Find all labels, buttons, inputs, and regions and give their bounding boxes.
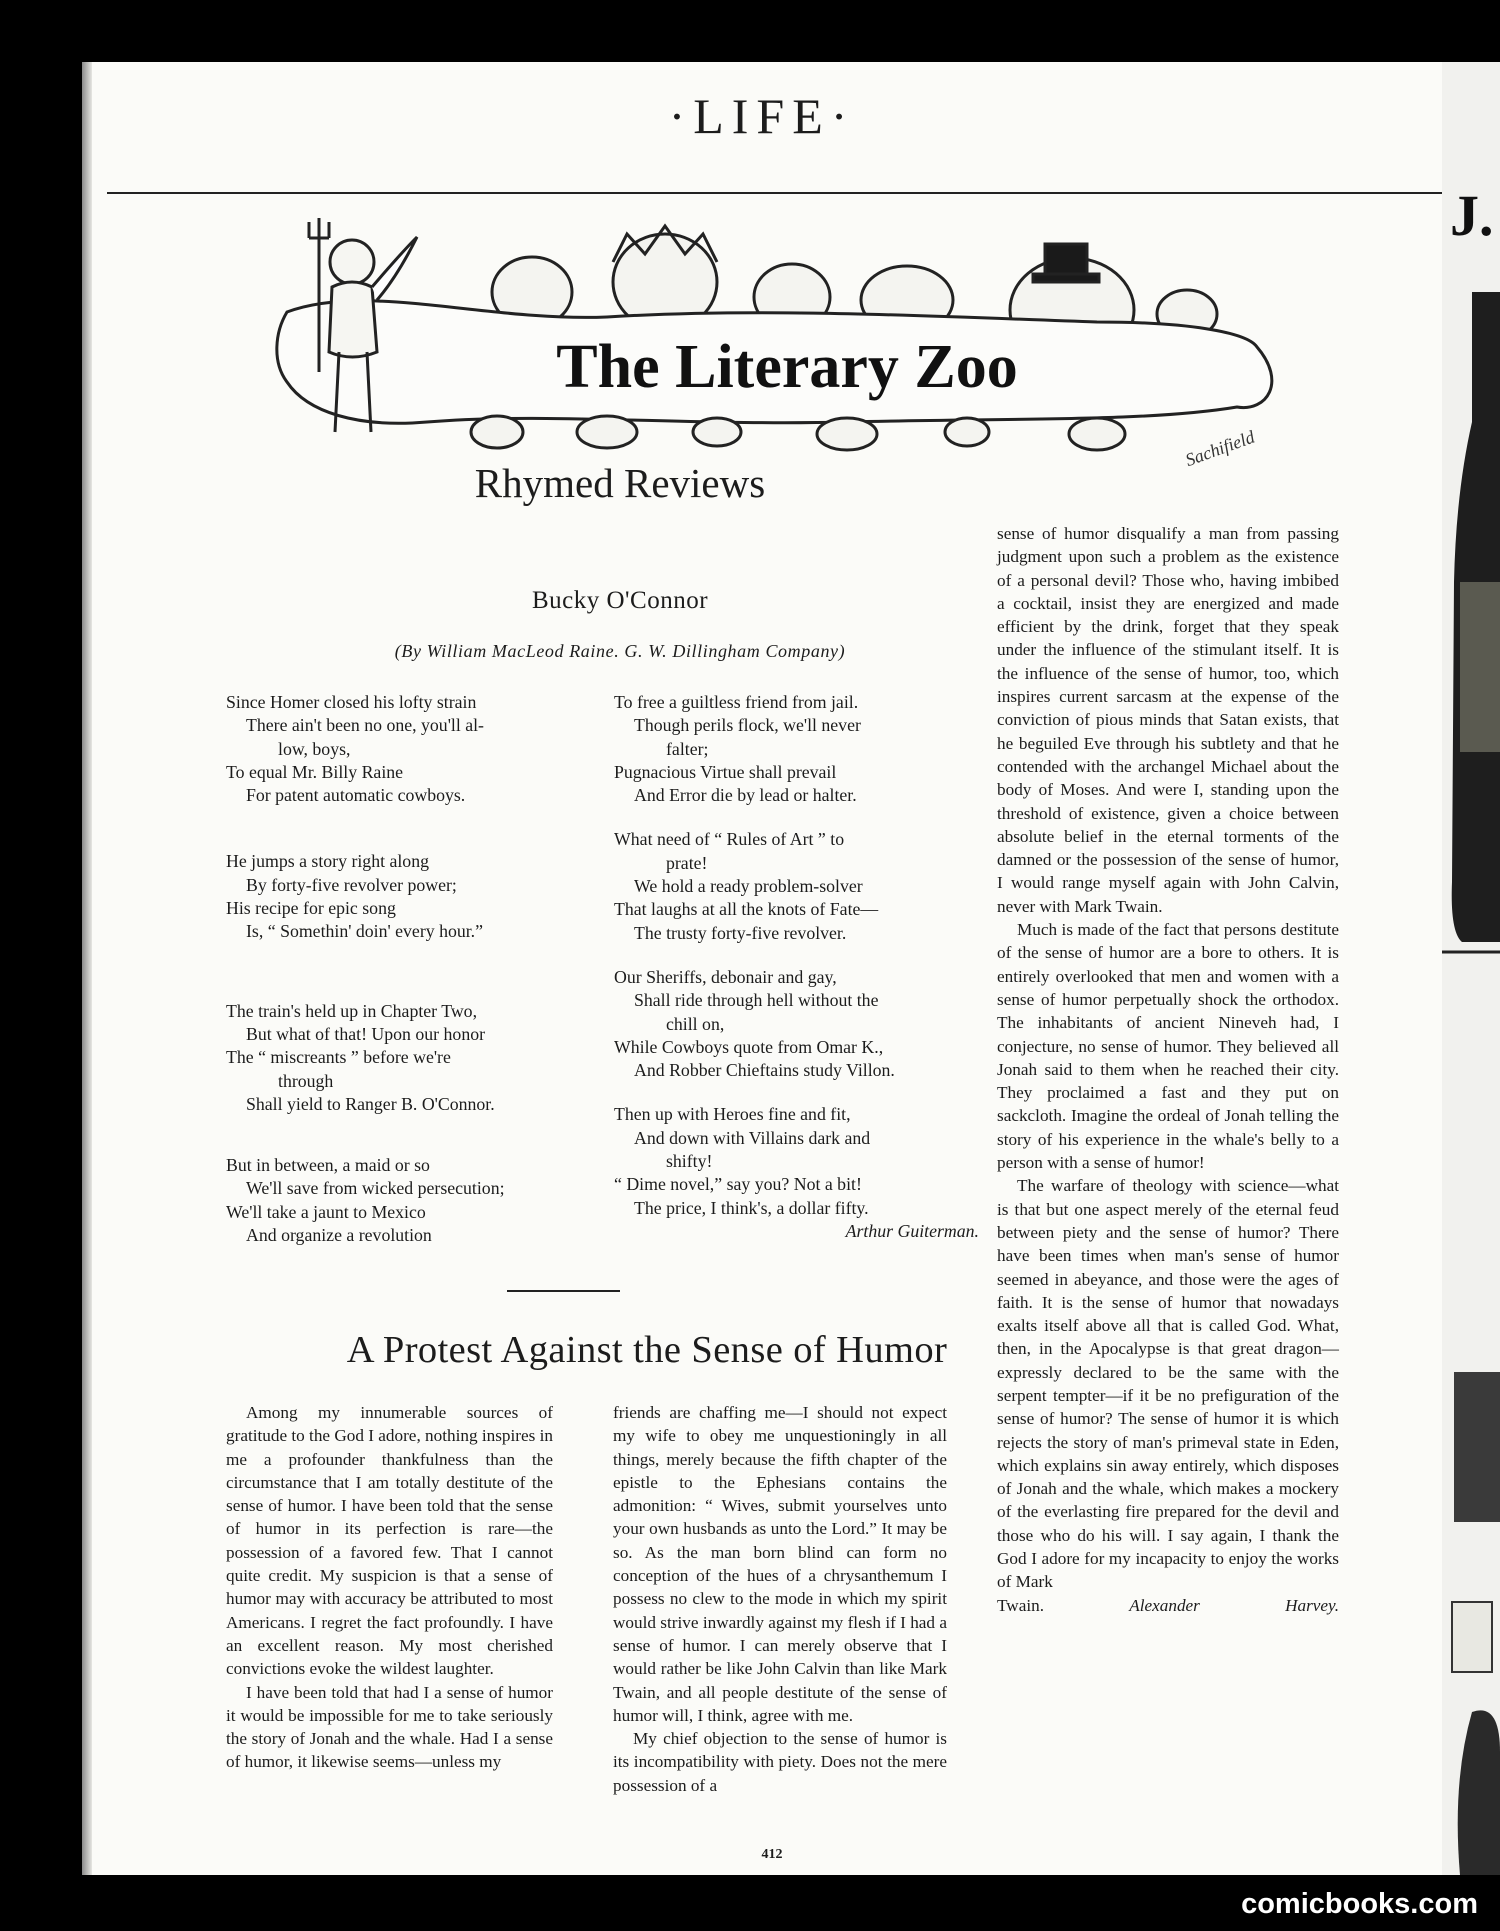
poem-line: The “ miscreants ” before we're xyxy=(226,1047,451,1068)
rhymed-reviews-title: Rhymed Reviews xyxy=(474,460,766,506)
article-column-3 xyxy=(997,522,1339,1617)
poem-stanza xyxy=(614,691,979,807)
section-separator xyxy=(507,1290,620,1292)
poem-line: And Error die by lead or halter. xyxy=(634,785,857,806)
poem-line: Shall yield to Ranger B. O'Connor. xyxy=(246,1093,495,1114)
poem-line: And down with Villains dark and xyxy=(634,1127,871,1148)
article-paragraph: I have been told that had I a sense of humor it would be impossible for me to take seriously the story of Jonah and the whale. Had I a sense of humor, it likewise seems—unless my xyxy=(226,1682,553,1772)
poem-stanza xyxy=(614,966,979,1082)
poem-right-column xyxy=(614,691,979,1243)
literary-zoo-banner xyxy=(247,182,1317,482)
article-paragraph: The warfare of theology with science—what is that but one aspect merely of the eternal feud between piety and the sense of humor? There have been times when man's sense of humor seemed in abeyance, and those were the ages of faith. It is the sense of humor that nowadays exalts itself above all that is called God. What, then, in the Apocalypse is that great dragon—expressly declared to be the same with the serpent tempter—if it be no prefiguration of the sense of humor? The sense of humor it is which rejects the story of man's primeval state in Eden, which explains sin away entirely, which disposes of Jonah and the whale, which makes a mockery of the everlasting fire prepared for the devil and those who do his will. I say again, I thank the God I adore for my incapacity to enjoy the works of Mark xyxy=(997,1176,1339,1592)
poem-line: While Cowboys quote from Omar K., xyxy=(614,1036,884,1057)
poem-line: Our Sheriffs, debonair and gay, xyxy=(614,966,837,987)
poem-stanza xyxy=(614,1103,979,1243)
article-paragraph: Much is made of the fact that persons destitute of the sense of humor are a bore to others. It is entirely overlooked that men and women with a sense of humor perpetually shock the orthodox. The inhabitants of ancient Nineveh had, I conjecture, no sense of humor. They believed all Jonah said to them when he reached their city. They proclaimed a fast and they put on sackcloth. Imagine the ordeal of Jonah telling the story of his experience in the whale's belly to a person with a sense of humor! xyxy=(997,920,1339,1173)
article-paragraph: sense of humor disqualify a man from passing judgment upon such a problem as the existence of a personal devil? Those who, having imbibed a cocktail, insist they are energized and made efficient by the drink, forget that they speak under the influence of the stimulant itself. It is the influence of the sense of humor, too, which inspires current sarcasm at the expense of the conviction of pious minds that Satan exists, that he beguiled Eve through his subtlety and that he contended with the archangel Michael about the body of Moses. And were I, standing upon the threshold of existence, given a choice between absolute belief in the eternal torments of the damned or the possession of the sense of humor, I would range myself again with John Calvin, never with Mark Twain. xyxy=(997,524,1339,916)
poem-line: Shall ride through hell without the xyxy=(634,990,879,1011)
poem-line: “ Dime novel,” say you? Not a bit! xyxy=(614,1174,862,1195)
protest-article-title: A Protest Against the Sense of Humor xyxy=(346,1329,948,1371)
poem-line: By forty-five revolver power; xyxy=(246,874,457,895)
poem-line: And Robber Chieftains study Villon. xyxy=(634,1060,895,1081)
poem-line: His recipe for epic song xyxy=(226,898,396,919)
poem-line: The train's held up in Chapter Two, xyxy=(226,1000,478,1021)
book-title: Bucky O'Connor xyxy=(531,587,709,614)
poem-line: He jumps a story right along xyxy=(226,851,429,872)
poem-line: The price, I think's, a dollar fifty. xyxy=(634,1197,869,1218)
poem-line: For patent automatic cowboys. xyxy=(246,785,466,806)
poem-line: Though perils flock, we'll never xyxy=(634,715,861,736)
poem-stanza xyxy=(226,1154,609,1247)
article-paragraph: friends are chaffing me—I should not expect my wife to obey me unquestioningly in all things, merely because the fifth chapter of the epistle to the Ephesians contains the admonition: “ Wives, submit yourselves unto your own husbands as unto the Lord.” It may be so. As the man born blind can form no conception of the hues of a chrysanthemum I possess no clew to the mode in which my spirit would strive inwardly against my flesh if I had a sense of humor. I can merely observe that I would rather be like John Calvin than like Mark Twain, and all people destitute of the sense of humor will, I think, agree with me. xyxy=(613,1403,947,1725)
article-paragraph: Among my innumerable sources of gratitude to the God I adore, nothing inspires in me a profounder thankfulness than the circumstance that I am totally destitute of the sense of humor. I have been told that the sense of humor in its perfection is rare—the possession of a favored few. That I cannot quite credit. My suspicion is that a sense of humor may with accuracy be attributed to most Americans. I regret the fact profoundly. I have an excellent reason. My most cherished convictions evoke the wildest laughter. xyxy=(226,1403,553,1679)
article-column-2 xyxy=(613,1401,947,1797)
poem-line: There ain't been no one, you'll al- xyxy=(246,715,484,736)
article-paragraph: My chief objection to the sense of humor is its incompatibility with piety. Does not the mere possession of a xyxy=(613,1729,947,1795)
poem-line: And organize a revolution xyxy=(246,1225,432,1246)
poem-stanza xyxy=(614,828,979,944)
poem-line: But in between, a maid or so xyxy=(226,1155,430,1176)
poem-line: through xyxy=(278,1070,334,1091)
watermark: comicbooks.com xyxy=(1241,1888,1478,1920)
poem-line: Since Homer closed his lofty strain xyxy=(226,692,477,712)
poem-line: Then up with Heroes fine and fit, xyxy=(614,1104,851,1125)
poem-line: To equal Mr. Billy Raine xyxy=(226,761,404,782)
poem-line: To free a guiltless friend from jail. xyxy=(614,692,859,712)
closing-word: Twain. xyxy=(997,1595,1045,1615)
poem-line: What need of “ Rules of Art ” to xyxy=(614,829,845,850)
magazine-page xyxy=(82,62,1442,1875)
poem-line: We'll take a jaunt to Mexico xyxy=(226,1201,426,1222)
banner-title: The Literary Zoo xyxy=(556,333,1018,401)
poem-line: Pugnacious Virtue shall prevail xyxy=(614,761,837,782)
page-number: 412 xyxy=(761,1847,783,1862)
poem-left-column xyxy=(226,691,609,1247)
poem-line: But what of that! Upon our honor xyxy=(246,1023,486,1044)
poem-line: We hold a ready problem-solver xyxy=(634,876,863,897)
poem-line: falter; xyxy=(666,738,709,759)
adjacent-page-letter: J. xyxy=(1450,183,1494,248)
poem-stanza xyxy=(226,691,609,807)
poem-signature: Arthur Guiterman. xyxy=(845,1220,979,1241)
poem-stanza xyxy=(226,1000,609,1116)
artist-signature: Sachifield xyxy=(1182,426,1258,471)
adjacent-page-strip xyxy=(1442,62,1500,1875)
article-signature: Alexander Harvey. xyxy=(1129,1595,1340,1615)
article-closing-line xyxy=(997,1594,1339,1617)
poem-line: low, boys, xyxy=(278,738,351,759)
poem-stanza xyxy=(226,850,609,943)
book-credit: (By William MacLeod Raine. G. W. Dillingham Company) xyxy=(394,641,846,661)
magazine-title: ·LIFE· xyxy=(668,88,856,144)
page-binding-edge xyxy=(82,62,92,1875)
poem-line: Is, “ Somethin' doin' every hour.” xyxy=(246,921,484,942)
poem-line: chill on, xyxy=(666,1013,725,1034)
poem-line: prate! xyxy=(666,852,708,873)
article-column-1 xyxy=(226,1401,553,1774)
poem-line: That laughs at all the knots of Fate— xyxy=(614,899,879,920)
poem-line: shifty! xyxy=(666,1151,713,1172)
poem-line: We'll save from wicked persecution; xyxy=(246,1178,505,1199)
bottle-illustration xyxy=(1442,62,1500,1875)
poem-line: The trusty forty-five revolver. xyxy=(634,922,847,943)
